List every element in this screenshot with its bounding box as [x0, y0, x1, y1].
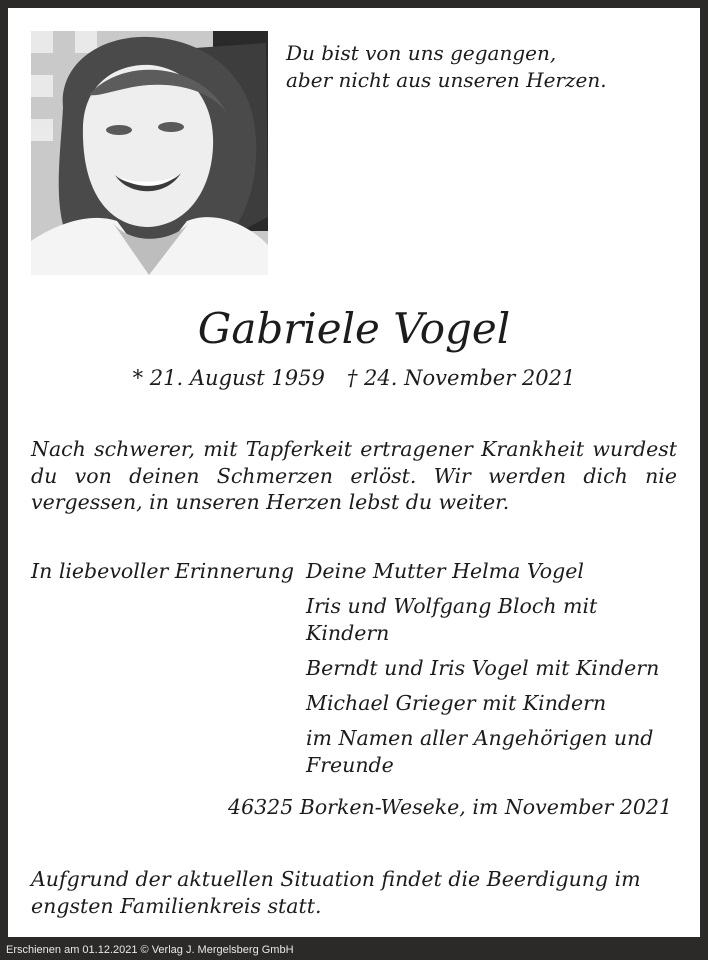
mourner-item: im Namen aller Angehörigen und Freunde	[306, 726, 654, 777]
publication-credit: Erschienen am 01.12.2021 © Verlag J. Mergelsberg GmbH	[6, 944, 294, 956]
place-and-date: 46325 Borken-Weseke, im November 2021	[228, 795, 672, 819]
motto-line-1: Du bist von uns gegangen,	[286, 41, 557, 65]
portrait-photo	[31, 31, 268, 275]
mourner-item: Deine Mutter Helma Vogel	[306, 559, 584, 583]
mourner-item: Berndt und Iris Vogel mit Kindern	[306, 656, 660, 680]
life-dates	[8, 364, 700, 392]
mourners-list	[306, 558, 686, 787]
obituary-notice	[8, 8, 700, 937]
birth-date: * 21. August 1959	[132, 366, 325, 390]
funeral-note: Aufgrund der aktuellen Situation findet die Beerdigung im engsten Familienkreis statt.	[31, 867, 641, 918]
mourner-item: Michael Grieger mit Kindern	[306, 691, 607, 715]
mourner-item: Iris und Wolfgang Bloch mit Kindern	[306, 594, 598, 645]
tribute-text: Nach schwerer, mit Tapferkeit ertragener Krankheit wurdest du von deinen Schmerzen erlöst. Wir werden dich nie vergessen, in unseren Herzen lebst du weiter.	[31, 437, 677, 514]
remembrance-label: In liebevoller Erinnerung	[31, 559, 294, 583]
deceased-name: Gabriele Vogel	[197, 304, 511, 353]
memorial-motto	[286, 40, 686, 94]
motto-line-2: aber nicht aus unseren Herzen.	[286, 68, 607, 92]
death-date: † 24. November 2021	[346, 366, 576, 390]
